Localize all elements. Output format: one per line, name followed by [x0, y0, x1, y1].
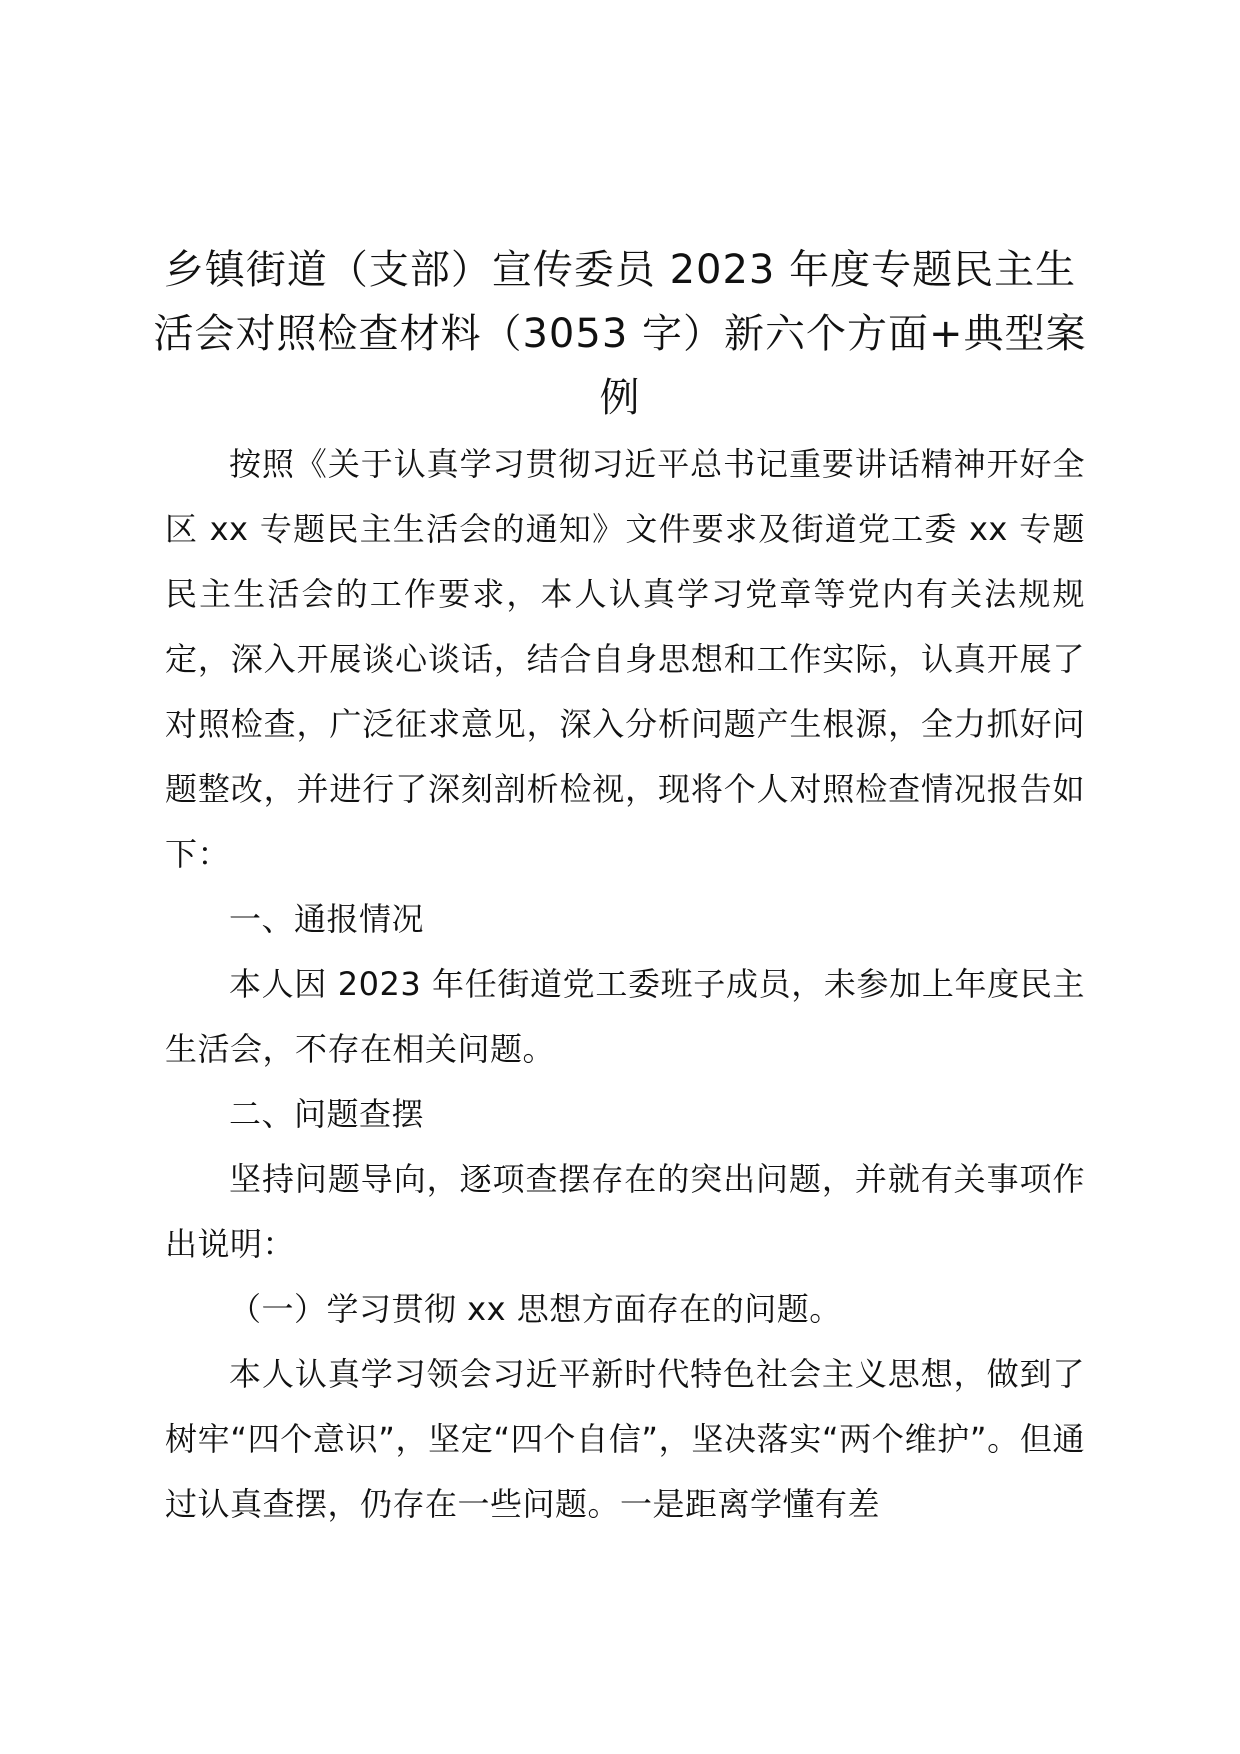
- subsection-1-paragraph: 本人认真学习领会习近平新时代特色社会主义思想，做到了树牢“四个意识”，坚定“四个自信”，坚决落实“两个维护”。但通过认真查摆，仍存在一些问题。一是距离学懂有差: [165, 1355, 1085, 1523]
- section-2-paragraph: 坚持问题导向，逐项查摆存在的突出问题，并就有关事项作出说明：: [165, 1160, 1085, 1263]
- intro-paragraph: 按照《关于认真学习贯彻习近平总书记重要讲话精神开好全区 xx 专题民主生活会的通知》文件要求及街道党工委 xx 专题民主生活会的工作要求，本人认真学习党章等党内有关法规规定，深入开展谈心谈话，结合自身思想和工作实际，认真开展了对照检查，广泛征求意见，深入分析问题产生根源，全力抓好问题整改，并进行了深刻剖析检视，现将个人对照检查情况报告如下：: [165, 445, 1085, 873]
- section-heading-1: 一、通报情况: [229, 900, 425, 938]
- section-1-paragraph: 本人因 2023 年任街道党工委班子成员，未参加上年度民主生活会，不存在相关问题。: [165, 965, 1085, 1068]
- document-body: [165, 432, 1085, 1537]
- document-title: 乡镇街道（支部）宣传委员 2023 年度专题民主生活会对照检查材料（3053 字）新六个方面+典型案例: [153, 247, 1087, 421]
- section-heading-2: 二、问题查摆: [229, 1095, 425, 1133]
- subsection-heading-1: （一）学习贯彻 xx 思想方面存在的问题。: [229, 1290, 842, 1328]
